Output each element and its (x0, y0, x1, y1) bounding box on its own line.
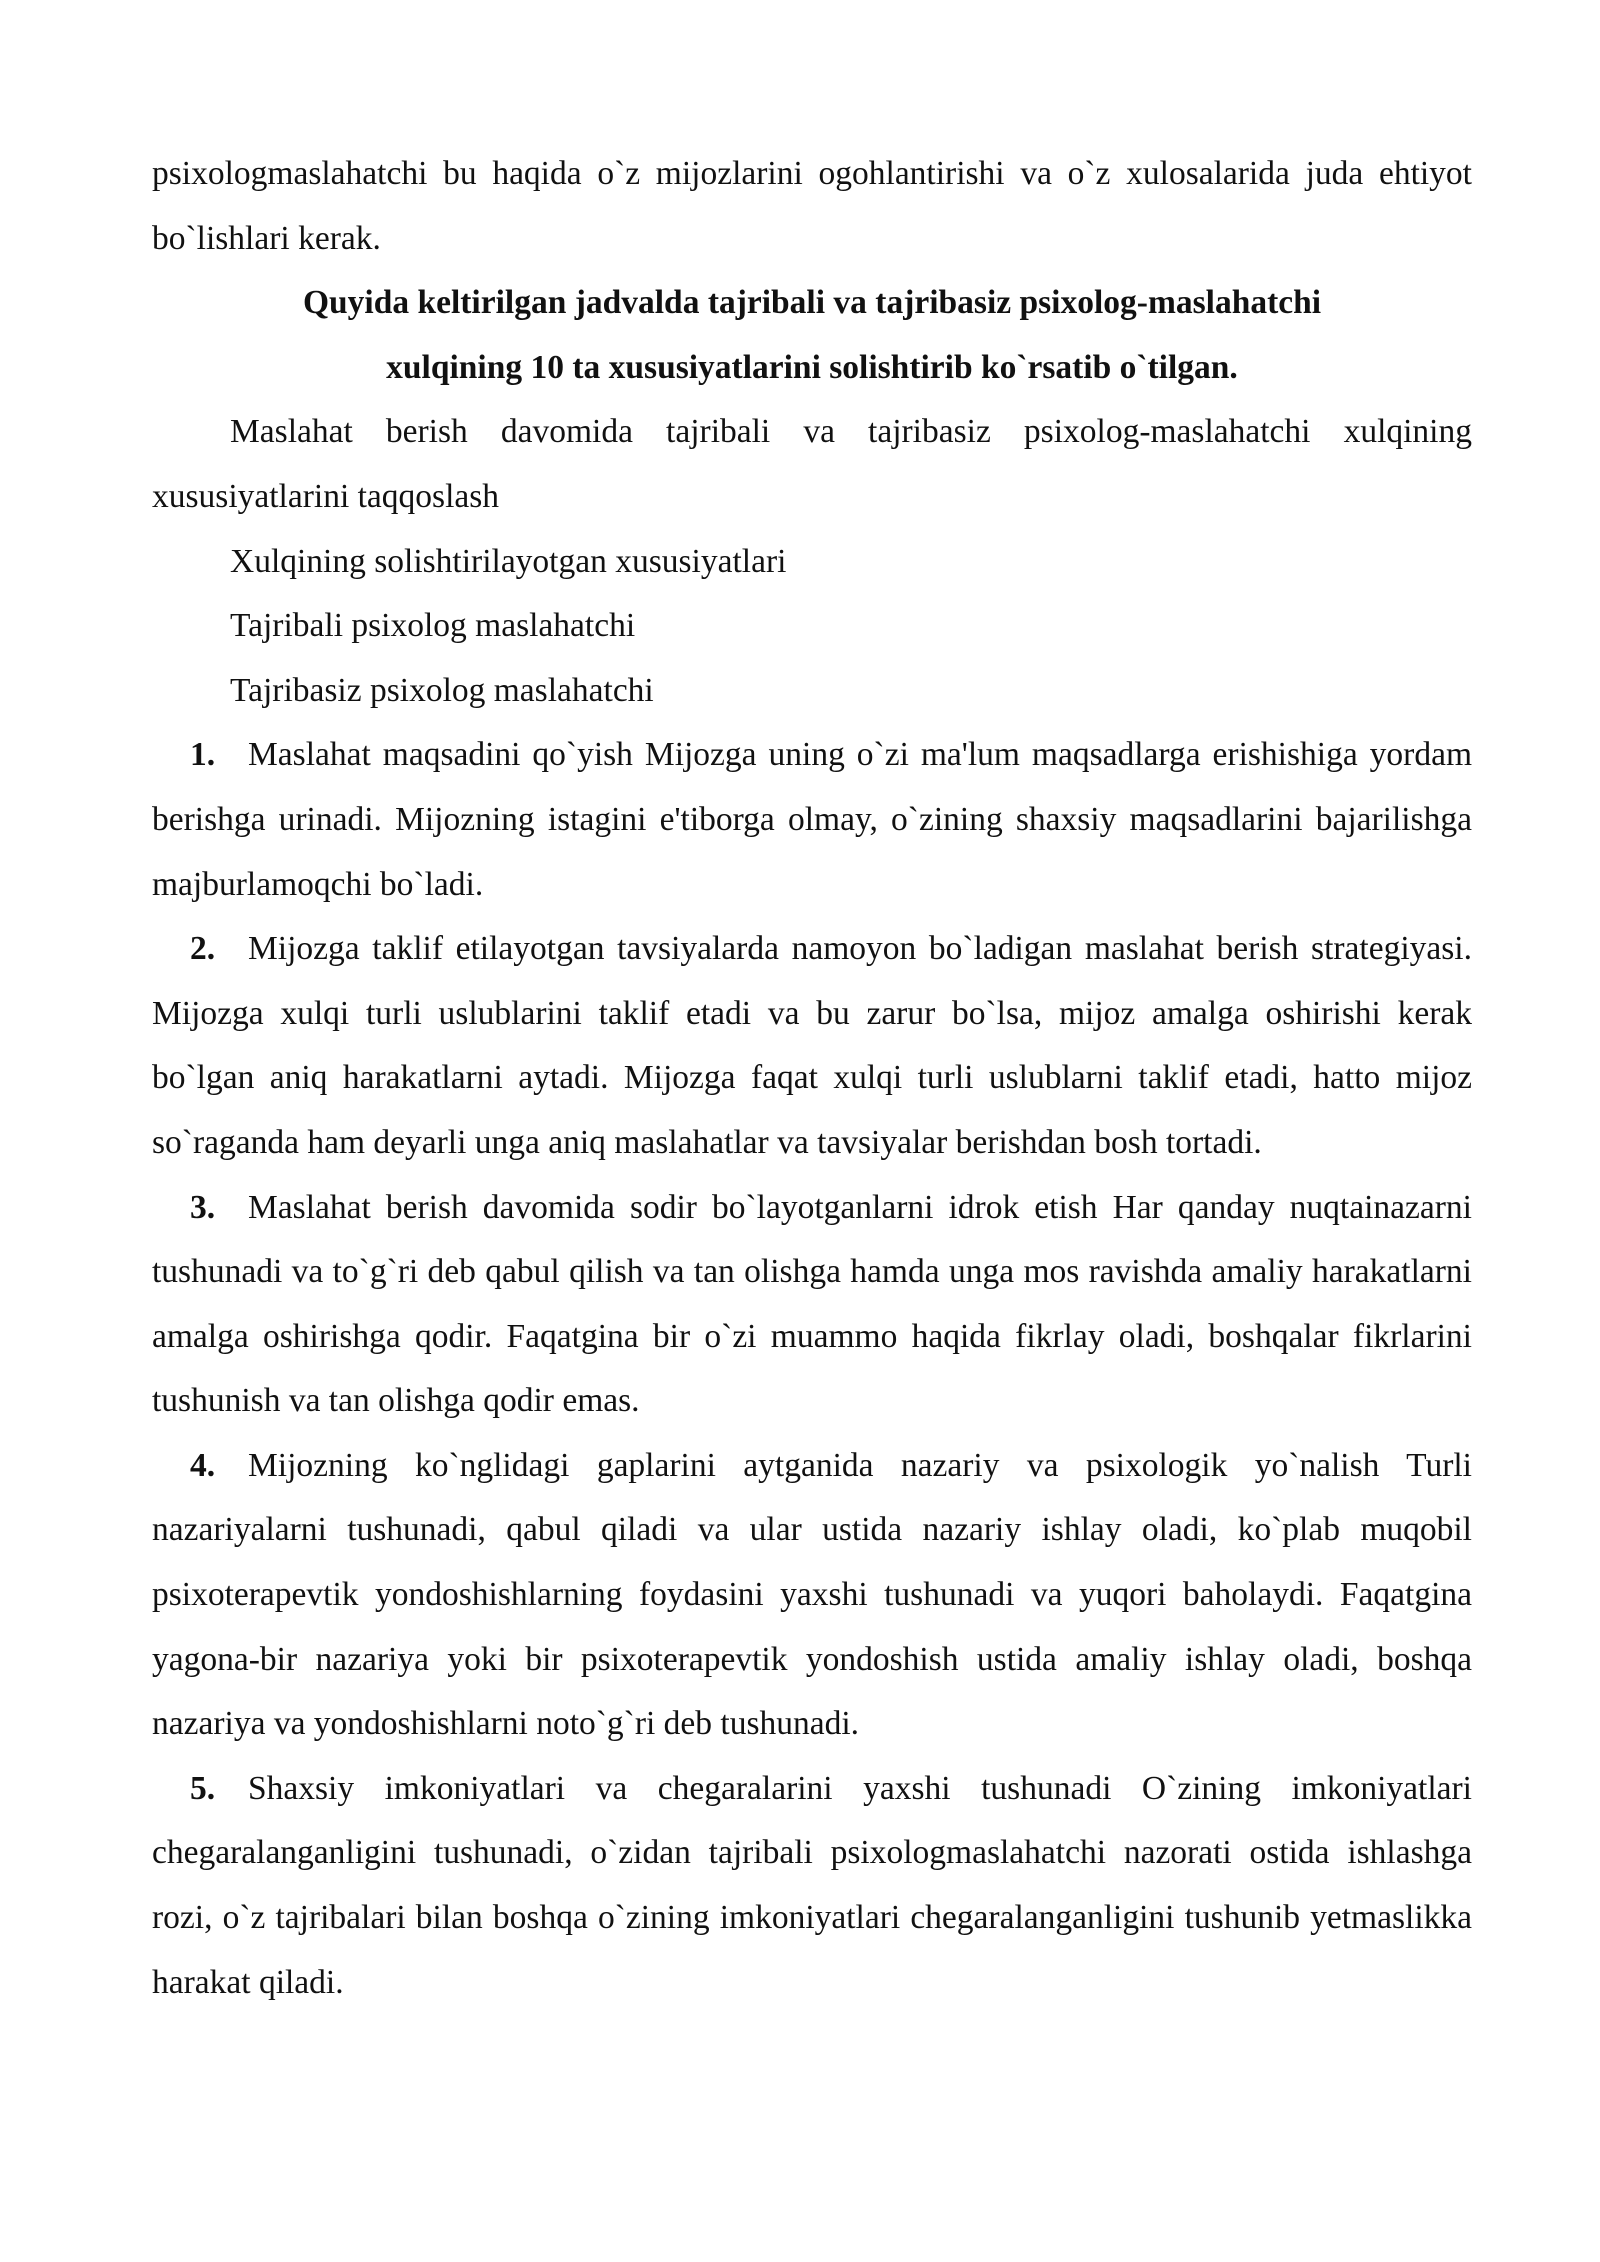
list-item-number: 2. (190, 930, 216, 968)
list-item-number: 5. (190, 1769, 216, 1807)
heading-line-2: xulqining 10 ta xususiyatlarini solishtirib ko`rsatib o`tilgan. (386, 348, 1238, 386)
list-item-text: Maslahat maqsadini qo`yish Mijozga uning o`zi ma'lum maqsadlarga erishishiga yordam berishga urinadi. Mijozning istagini e'tiborga olmay, o`zining shaxsiy maqsadlarini bajarilishga majburlamoqchi bo`ladi. (152, 736, 1472, 903)
list-item-text: Mijozning ko`nglidagi gaplarini aytganida nazariy va psixologik yo`nalish Turli nazariyalarni tushunadi, qabul qiladi va ular ustida nazariy ishlay oladi, ko`plab muqobil psixoterapevtik yondoshishlarning foydasini yaxshi tushunadi va yuqori baholaydi. Faqatgina yagona-bir nazariya yoki bir psixoterapevtik yondoshish ustida amaliy ishlay oladi, boshqa nazariya va yondoshishlarni noto`g`ri deb tushunadi. (152, 1446, 1472, 1743)
list-item-number: 4. (190, 1446, 216, 1484)
list-item (152, 723, 1472, 917)
list-item-text: Shaxsiy imkoniyatlari va chegaralarini yaxshi tushunadi O`zining imkoniyatlari chegaralanganligini tushunadi, o`zidan tajribali psixologmaslahatchi nazorati ostida ishlashga rozi, o`z tajribalari bilan boshqa o`zining imkoniyatlari chegaralanganligini tushunib yetmaslikka harakat qiladi. (152, 1769, 1472, 2001)
list-item (152, 1434, 1472, 1757)
table-caption: Maslahat berish davomida tajribali va tajribasiz psixolog-maslahatchi xulqining xususiyatlarini taqqoslash (152, 413, 1472, 515)
section-heading (152, 271, 1472, 400)
intro-paragraph: psixologmaslahatchi bu haqida o`z mijozlarini ogohlantirishi va o`z xulosalarida juda ehtiyot bo`lishlari kerak. (152, 155, 1472, 257)
list-item-number: 1. (190, 736, 216, 774)
list-item-text: Mijozga taklif etilayotgan tavsiyalarda namoyon bo`ladigan maslahat berish strategiyasi. Mijozga xulqi turli uslublarini taklif etadi va bu zarur bo`lsa, mijoz amalga oshirishi kerak bo`lgan aniq harakatlarni aytadi. Mijozga faqat xulqi turli uslublarni taklif etadi, hatto mijoz so`raganda ham deyarli unga aniq maslahatlar va tavsiyalar berishdan bosh tortadi. (152, 930, 1472, 1161)
column-feature-label: Xulqining solishtirilayotgan xususiyatlari (230, 542, 787, 580)
list-item (152, 917, 1472, 1175)
list-item-number: 3. (190, 1188, 216, 1226)
column-inexperienced-label: Tajribasiz psixolog maslahatchi (230, 671, 654, 709)
column-experienced-label: Tajribali psixolog maslahatchi (230, 607, 636, 645)
document-page (152, 142, 1472, 2015)
list-item (152, 1176, 1472, 1434)
heading-line-1: Quyida keltirilgan jadvalda tajribali va tajribasiz psixolog-maslahatchi (302, 284, 1322, 322)
list-item-text: Maslahat berish davomida sodir bo`layotganlarni idrok etish Har qanday nuqtainazarni tushunadi va to`g`ri deb qabul qilish va tan olishga hamda unga mos ravishda amaliy harakatlarni amalga oshirishga qodir. Faqatgina bir o`zi muammo haqida fikrlay oladi, boshqalar fikrlarini tushunish va tan olishga qodir emas. (152, 1188, 1472, 1420)
list-item (152, 1757, 1472, 2015)
